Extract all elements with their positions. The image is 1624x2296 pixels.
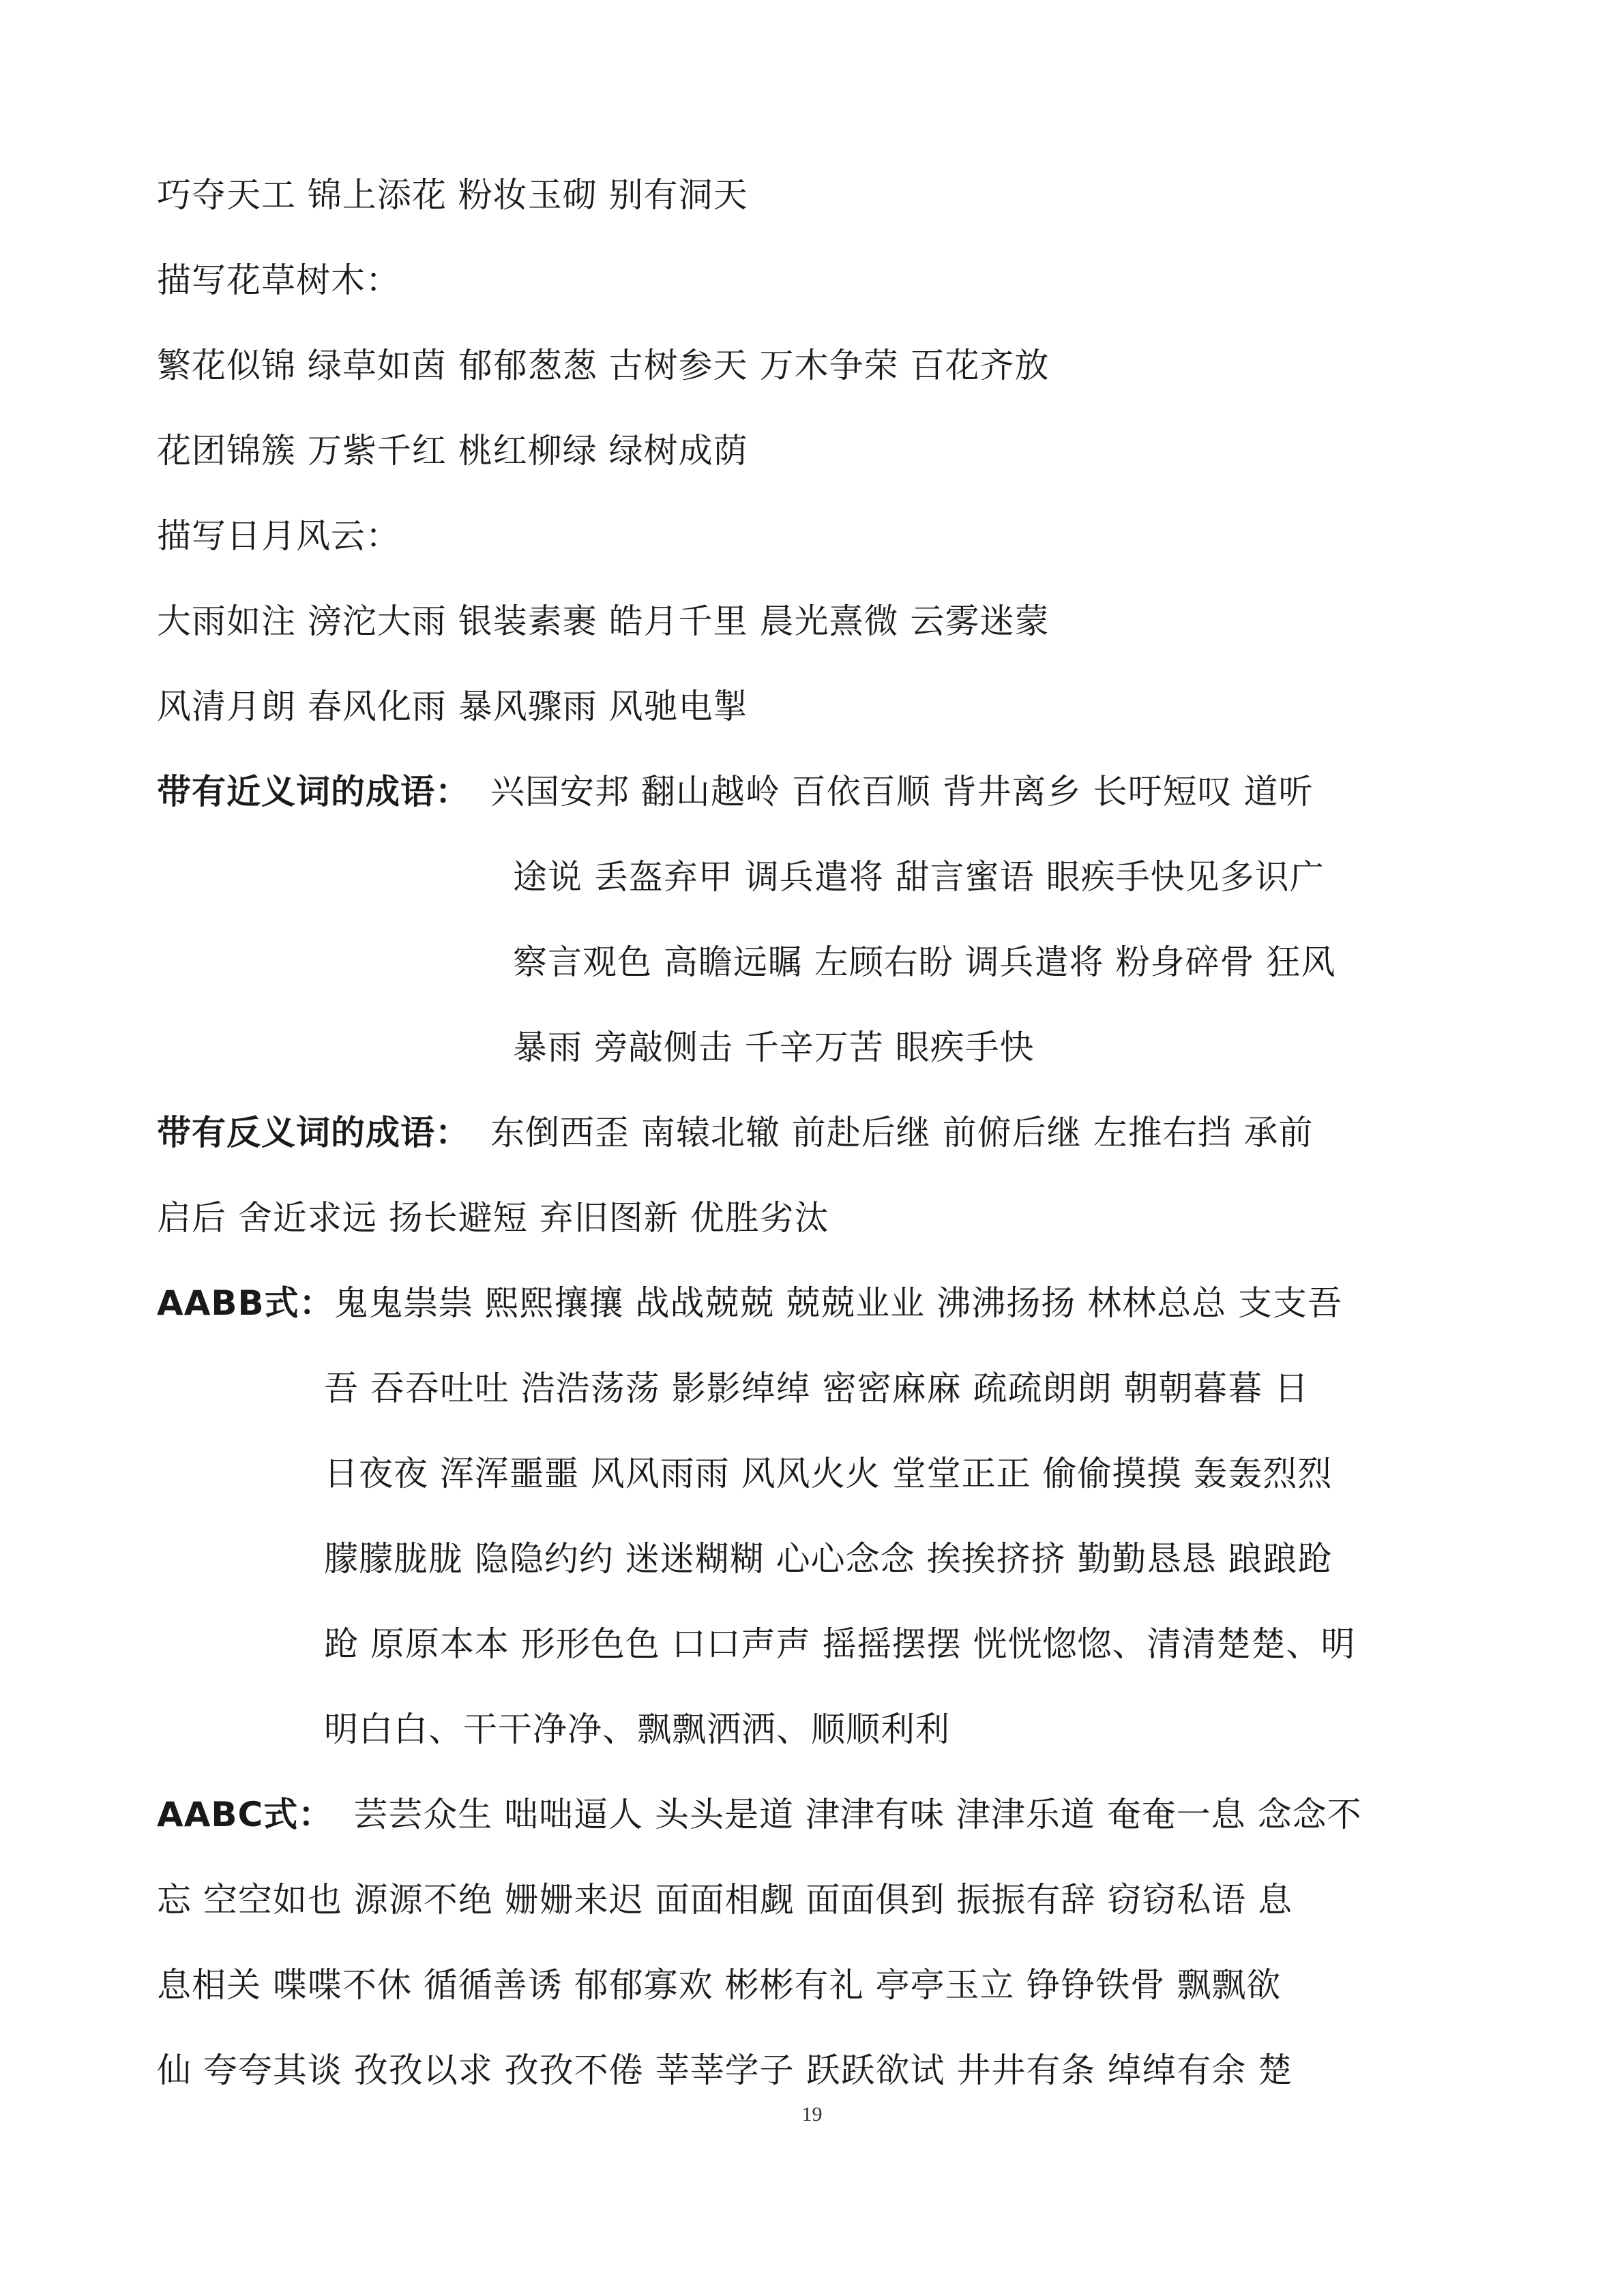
synonyms-label: 带有近义词的成语： [157,772,470,811]
section-heading-weather: 描写日月风云： [157,516,400,556]
text-line: 繁花似锦 绿草如茵 郁郁葱葱 古树参天 万木争荣 百花齐放 [157,346,1050,385]
aabc-first-line [157,1793,1362,1836]
synonyms-line: 暴雨 旁敲侧击 千辛万苦 眼疾手快 [513,1028,1035,1067]
aabc-label: AABC式： [157,1795,334,1834]
antonyms-label: 带有反义词的成语： [157,1113,470,1152]
page-number: 19 [801,2103,823,2126]
text-line: 巧夺天工 锦上添花 粉妆玉砌 别有洞天 [157,175,748,215]
aabc-line: 仙 夸夸其谈 孜孜以求 孜孜不倦 莘莘学子 跃跃欲试 井井有条 绰绰有余 楚 [157,2051,1293,2090]
aabb-text: 鬼鬼祟祟 熙熙攘攘 战战兢兢 兢兢业业 沸沸扬扬 林林总总 支支吾 [334,1283,1342,1323]
aabb-first-line [157,1282,1342,1324]
aabc-text: 芸芸众生 咄咄逼人 头头是道 津津有味 津津乐道 奄奄一息 念念不 [353,1795,1362,1834]
aabb-line: 吾 吞吞吐吐 浩浩荡荡 影影绰绰 密密麻麻 疏疏朗朗 朝朝暮暮 日 [324,1369,1310,1408]
text-line: 风清月朗 春风化雨 暴风骤雨 风驰电掣 [157,687,748,726]
aabb-line: 明白白、干干净净、飘飘洒洒、顺顺利利 [324,1710,950,1749]
synonyms-line: 途说 丢盔弃甲 调兵遣将 甜言蜜语 眼疾手快见多识广 [513,857,1325,897]
text-line: 花团锦簇 万紫千红 桃红柳绿 绿树成荫 [157,431,748,471]
antonyms-text: 东倒西歪 南辕北辙 前赴后继 前俯后继 左推右挡 承前 [490,1113,1314,1152]
aabb-line: 跄 原原本本 形形色色 口口声声 摇摇摆摆 恍恍惚惚、清清楚楚、明 [324,1624,1356,1664]
antonyms-line: 启后 舍近求远 扬长避短 弃旧图新 优胜劣汰 [157,1198,829,1238]
aabc-line: 息相关 喋喋不休 循循善诱 郁郁寡欢 彬彬有礼 亭亭玉立 铮铮铁骨 飘飘欲 [157,1965,1282,2005]
aabb-line: 日夜夜 浑浑噩噩 风风雨雨 风风火火 堂堂正正 偷偷摸摸 轰轰烈烈 [324,1454,1333,1493]
aabb-line: 朦朦胧胧 隐隐约约 迷迷糊糊 心心念念 挨挨挤挤 勤勤恳恳 踉踉跄 [324,1539,1333,1579]
synonyms-text: 兴国安邦 翻山越岭 百依百顺 背井离乡 长吁短叹 道听 [490,772,1314,811]
text-line: 大雨如注 滂沱大雨 银装素裹 皓月千里 晨光熹微 云雾迷蒙 [157,601,1050,641]
antonyms-first-line [157,1112,1313,1154]
aabc-line: 忘 空空如也 源源不绝 姗姗来迟 面面相觑 面面俱到 振振有辞 窃窃私语 息 [157,1880,1293,1920]
synonyms-first-line [157,771,1313,813]
section-heading-plants: 描写花草树木： [157,260,400,300]
aabb-label: AABB式： [157,1283,334,1323]
synonyms-line: 察言观色 高瞻远瞩 左顾右盼 调兵遣将 粉身碎骨 狂风 [513,942,1336,982]
